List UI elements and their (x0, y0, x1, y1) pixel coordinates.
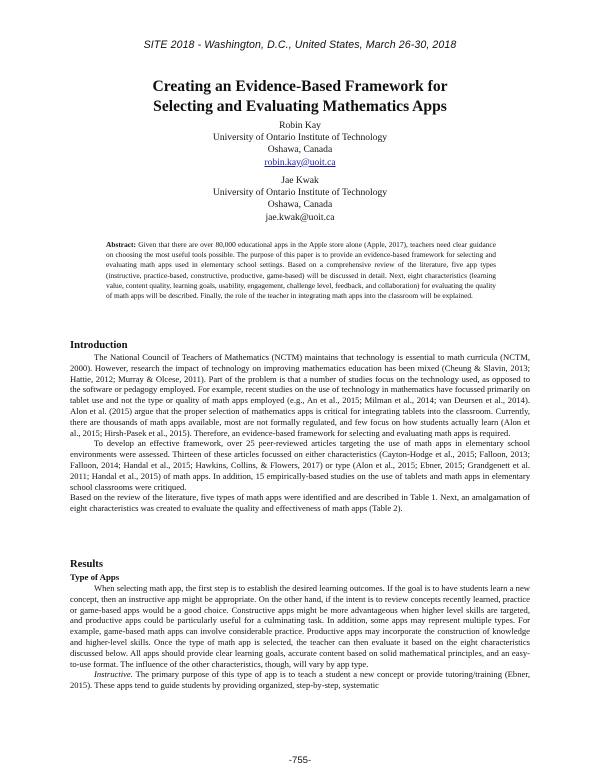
title-line-1: Creating an Evidence-Based Framework for (152, 78, 448, 95)
introduction-heading: Introduction (70, 340, 128, 351)
author-name: Robin Kay (279, 120, 321, 131)
intro-paragraph-1: The National Council of Teachers of Mathematics (NCTM) maintains that technology is essential to math curricula (NCTM, 2000). However, research the impact of technology on improving mathematics education has been mixed (Cheung & Slavin, 2013; Hattie, 2012; Murray & Olcese, 2011). Part of the problem is that a number of studies focus on the technology used, as opposed to the software or pedagogy employed. For example, recent studies on the use of technology in mathematics have focussed primarily on tablet use and not the type or quality of math apps employed (e.g., An et al., 2015; Milman et al., 2014; van Deursen et al., 2014). Alon et al. (2015) argue that the proper selection of mathematics apps is critical for integrating tablets into the classroom. Currently, there are thousands of math apps available, most are not formally regulated, and few focus on how students actually learn (Alon et al., 2015; Hirsh-Pasek et al., 2015). Therefore, an evidence-based framework for selecting and evaluating math apps is required. (70, 352, 530, 438)
author-block-1 (0, 120, 600, 169)
results-paragraph-1: When selecting math app, the first step is to establish the desired learning outcomes. If the goal is to have students learn a new concept, then an instructive app might be appropriate. On the other hand, if the intent is to review concepts recently learned, practice or game-based apps would be a good choice. Constructive apps might be more advantageous when higher level skills are targeted, and productive apps could be particularly useful for a culminating task. In addition, some apps may represent multiple types. For example, game-based math apps can involve considerable practice. Productive apps may incorporate the construction of knowledge and higher-level skills. Once the type of math app is selected, the teacher can then evaluate it based on the eight characteristics discussed below. All apps should provide clear learning goals, accurate content based on solid mathematical principles, and an easy-to-use format. The influence of the other characteristics, though, will vary by app type. (70, 583, 530, 669)
page-number: -755- (288, 755, 312, 766)
abstract-label: Abstract: (106, 240, 136, 249)
author-location: Oshawa, Canada (267, 144, 333, 156)
results-heading: Results (70, 559, 103, 570)
results-body (70, 583, 530, 691)
type-of-apps-heading: Type of Apps (70, 572, 120, 582)
author-location: Oshawa, Canada (267, 199, 333, 211)
introduction-body (70, 352, 530, 514)
abstract-text: Given that there are over 80,000 educational apps in the Apple store alone (Apple, 2017), teachers need clear guidance on choosing the most useful tools possible. The purpose of this paper is to provide an evidence-based framework for selecting and evaluating math apps used in elementary school settings. Based on a comprehensive review of the literature, five app types (instructive, practice-based, constructive, productive, game-based) will be discussed in detail. Next, eight characteristics (learning value, content quality, learning goals, usability, engagement, challenge level, feedback, and collaboration) for evaluating the quality of math apps will be described. Finally, the role of the teacher in integrating math apps into the classroom will be explained. (106, 240, 496, 301)
author-affiliation: University of Ontario Institute of Technology (212, 187, 388, 199)
author-email: jae.kwak@uoit.ca (265, 211, 335, 223)
conference-header: SITE 2018 - Washington, D.C., United States, March 26-30, 2018 (143, 39, 457, 51)
author-affiliation: University of Ontario Institute of Technology (212, 132, 388, 144)
results-paragraph-2 (70, 669, 530, 691)
title-line-2: Selecting and Evaluating Mathematics Apps (153, 98, 447, 115)
paper-title (0, 77, 600, 117)
intro-paragraph-2: To develop an effective framework, over 25 peer-reviewed articles targeting the use of math apps in elementary school environments were assessed. Thirteen of these articles focussed on either characteristics (Cayton-Hodge et al., 2015; Falloon, 2013; Falloon, 2014; Handal et al., 2015; Hawkins, Collins, & Flowers, 2017) or type (Alon et al., 2015; Ebner, 2015; Grandgenett et al. 2011; Handal et al., 2015) of math apps. In addition, 15 empirically-based studies on the use of tablets and math apps in elementary school classrooms were critiqued. (70, 438, 530, 492)
author-email-link[interactable]: robin.kay@uoit.ca (264, 156, 336, 168)
author-block-2 (0, 175, 600, 224)
instructive-label: Instructive. (94, 669, 133, 680)
intro-paragraph-3: Based on the review of the literature, five types of math apps were identified and are described in Table 1. Next, an amalgamation of eight characteristics was created to evaluate the quality and effectiveness of math apps (Table 2). (70, 492, 530, 514)
abstract (106, 240, 496, 301)
author-name: Jae Kwak (281, 175, 319, 186)
instructive-text: The primary purpose of this type of app is to teach a student a new concept or provide tutoring/training (Ebner, 2015). These apps tend to guide students by providing organized, step-by-step, systematic (70, 669, 530, 691)
